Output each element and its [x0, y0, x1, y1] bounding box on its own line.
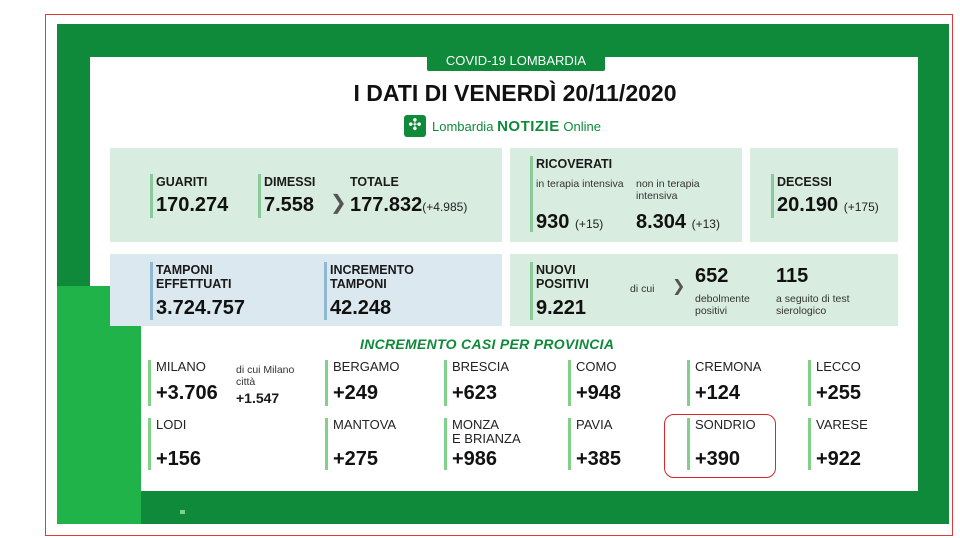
lombardia-cross-icon: ✣ [404, 115, 426, 137]
milano-citta-value: +1.547 [236, 390, 280, 406]
banner: COVID-19 LOMBARDIA [427, 51, 605, 71]
tamponi-value: 3.724.757 [156, 297, 245, 319]
sierologico-label: a seguito di test sierologico [776, 293, 850, 317]
decessi-value: 20.190 (+175) [777, 194, 879, 216]
page-title: I DATI DI VENERDÌ 20/11/2020 [353, 80, 677, 106]
section-title: INCREMENTO CASI PER PROVINCIA [360, 336, 615, 352]
debolmente-label: debolmente positivi [695, 293, 750, 317]
incremento-label: INCREMENTO TAMPONI [330, 263, 414, 291]
dicui-label: di cui [630, 283, 655, 295]
nuovi-label: NUOVI POSITIVI [536, 263, 589, 291]
tamponi-bar [150, 262, 153, 320]
arrow-icon: ❯ [672, 278, 686, 295]
nuovi-bar [530, 262, 533, 320]
nuovi-value: 9.221 [536, 297, 587, 319]
decorative-dot [180, 510, 185, 514]
dimessi-value: 7.558 [264, 194, 315, 216]
incremento-bar [324, 262, 327, 320]
arrow-icon: ❯ [330, 192, 347, 214]
ricoverati-label: RICOVERATI [536, 157, 613, 171]
dimessi-bar [258, 174, 261, 218]
tamponi-label: TAMPONI EFFETTUATI [156, 263, 232, 291]
sierologico-value: 115 [776, 265, 809, 287]
debolmente-value: 652 [695, 265, 729, 287]
totale-label: TOTALE [350, 175, 399, 189]
decessi-bar [771, 174, 774, 218]
non-intensiva-value: 8.304 (+13) [636, 211, 720, 233]
non-intensiva-label: non in terapia intensiva [636, 178, 700, 202]
dimessi-label: DIMESSI [264, 175, 316, 189]
incremento-value: 42.248 [330, 297, 392, 319]
ricoverati-bar [530, 156, 533, 232]
decessi-label: DECESSI [777, 175, 832, 189]
guariti-label: GUARITI [156, 175, 208, 189]
logo [404, 115, 601, 137]
intensiva-value: 930 (+15) [536, 211, 604, 233]
logo-text: Lombardia NOTIZIE Online [432, 117, 601, 135]
intensiva-label: in terapia intensiva [536, 178, 624, 190]
guariti-value: 170.274 [156, 194, 229, 216]
totale-value: 177.832(+4.985) [350, 194, 468, 216]
sondrio-highlight [664, 414, 776, 478]
milano-citta-label: di cui Milano città [236, 364, 295, 388]
guariti-bar [150, 174, 153, 218]
